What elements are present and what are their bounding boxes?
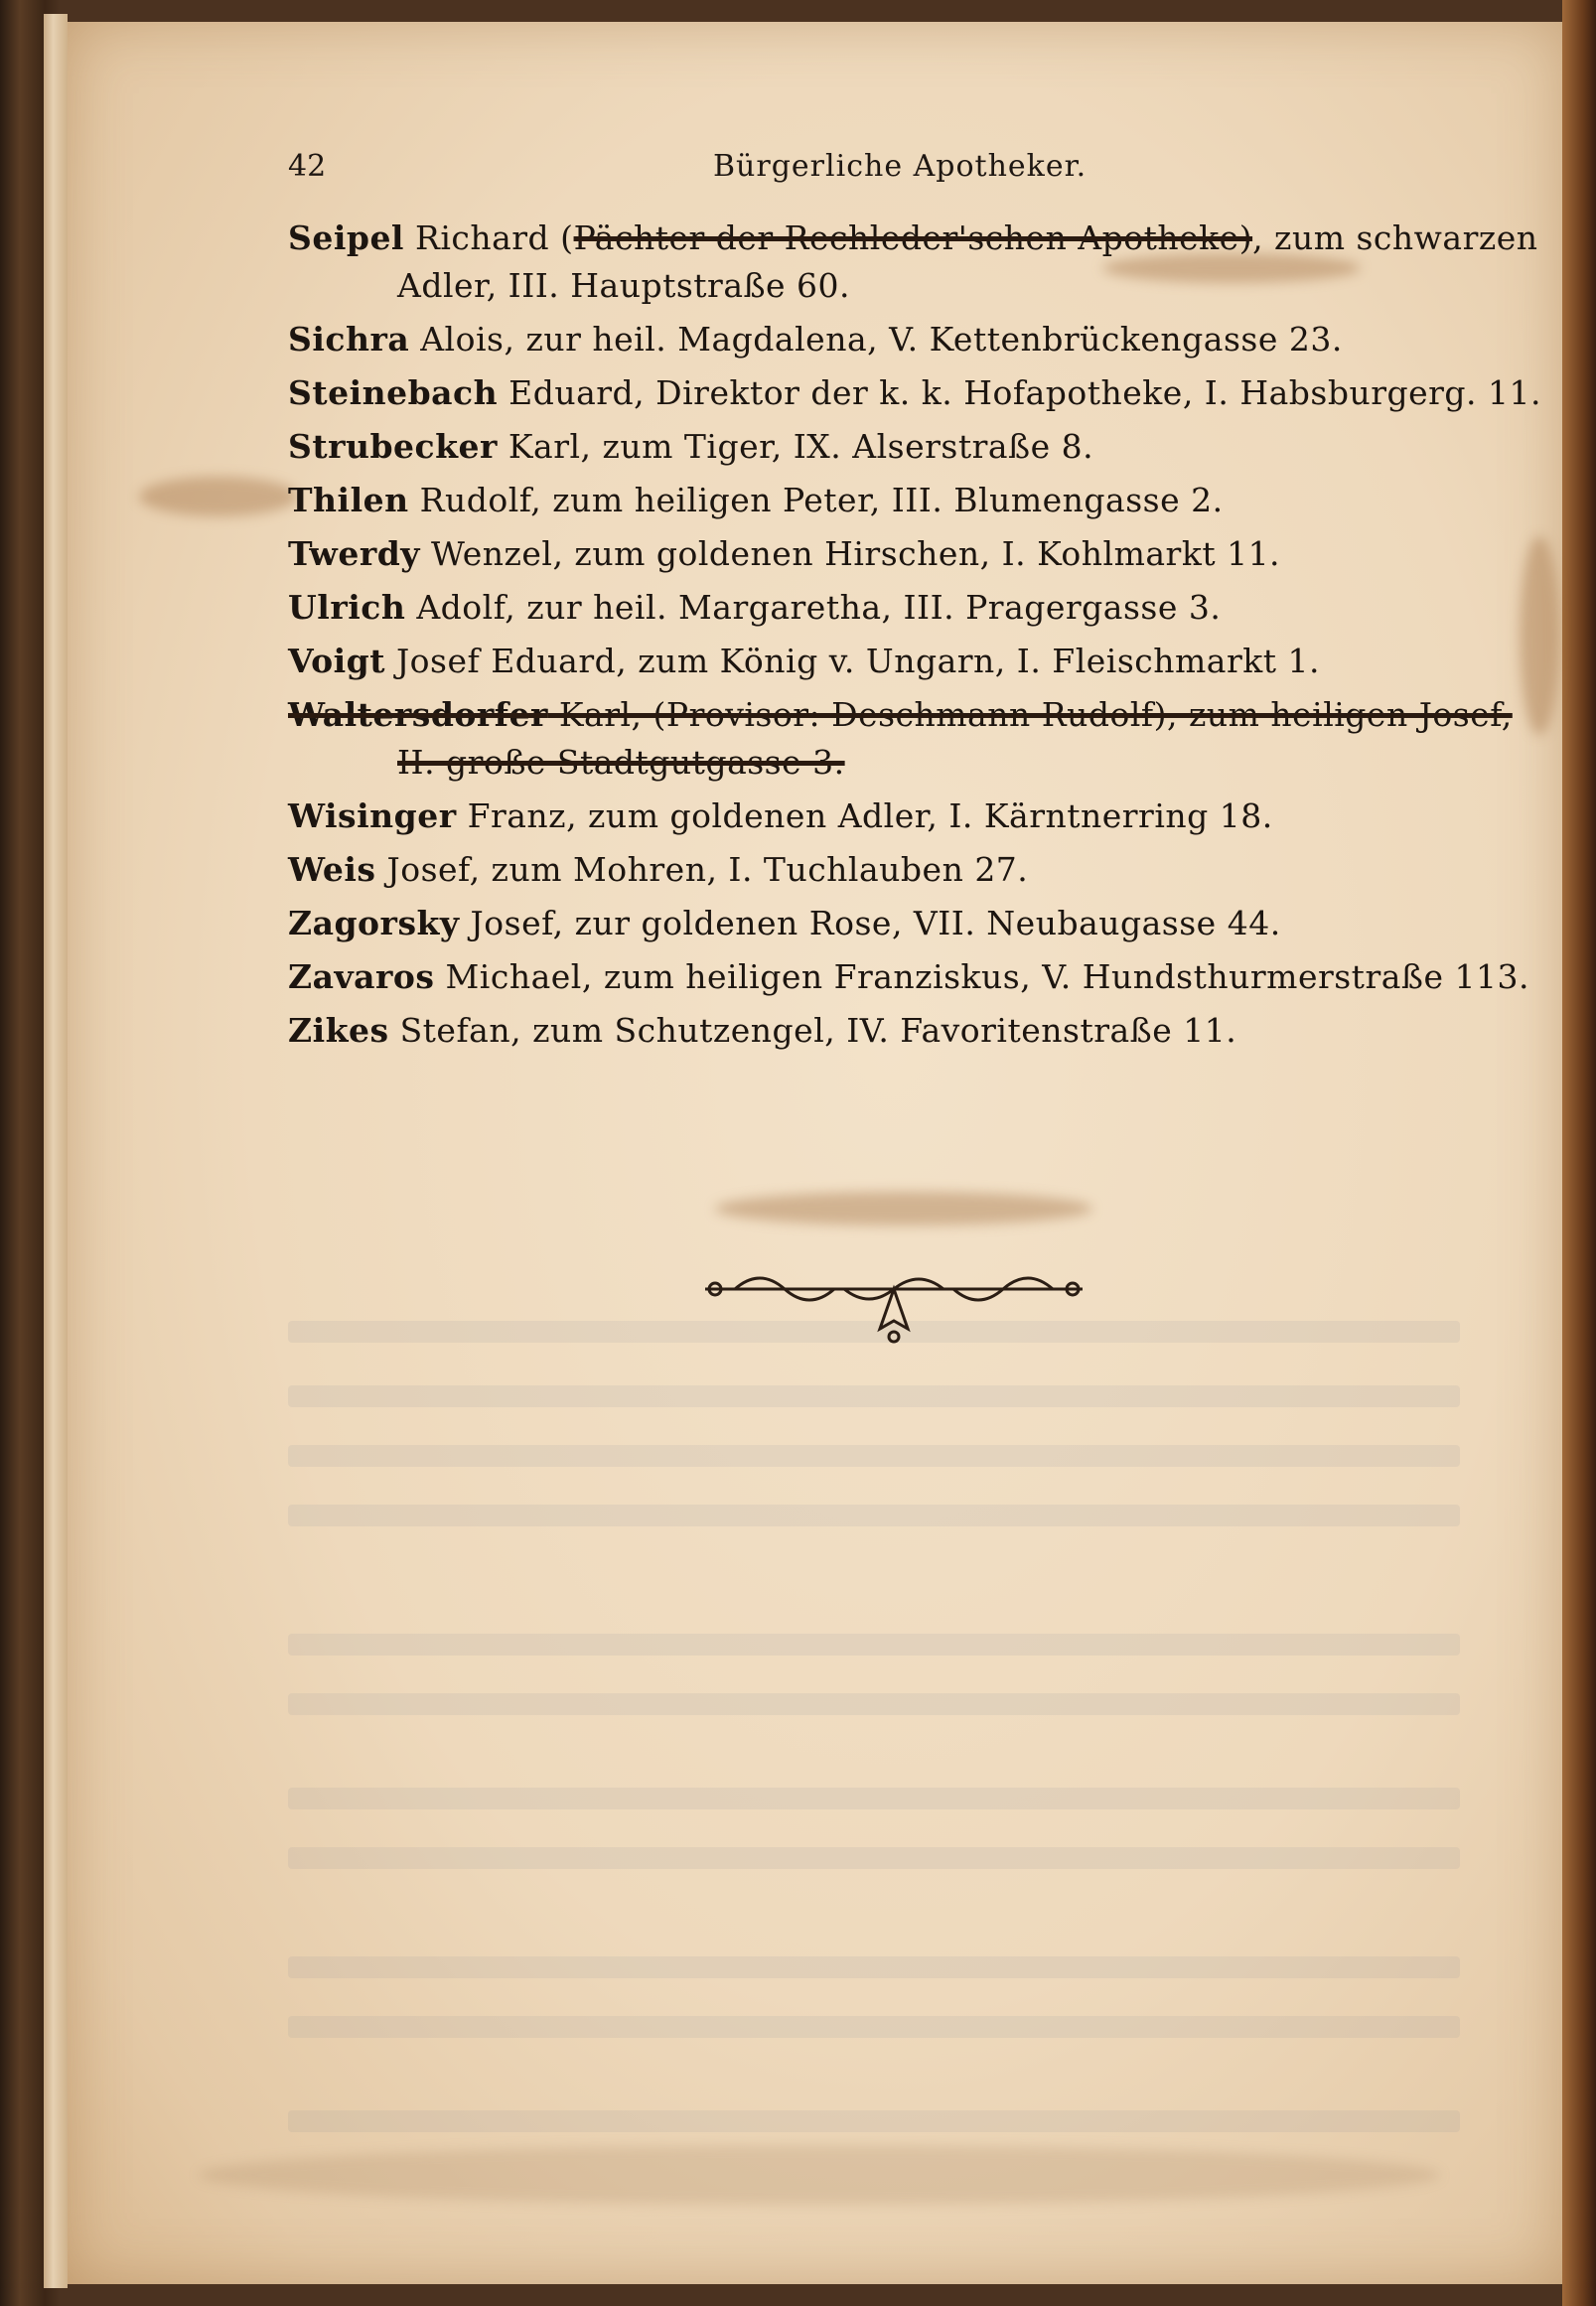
entry-text: Wenzel, zum goldenen Hirschen, I. Kohlmarkt 11.: [419, 534, 1281, 573]
stain: [1520, 536, 1559, 735]
bleed-through-line: [288, 1385, 1460, 1407]
entry-text: Stefan, zum Schutzengel, IV. Favoritenstraße 11.: [388, 1011, 1237, 1050]
stain: [139, 477, 298, 516]
bleed-through-line: [288, 1445, 1460, 1467]
binding-edge: [1562, 0, 1596, 2306]
list-item: [288, 846, 1480, 894]
page-number: 42: [288, 149, 327, 184]
list-item: [288, 477, 1480, 524]
page-edge: [44, 14, 68, 2288]
entry-text: Josef Eduard, zum König v. Ungarn, I. Fleischmarkt 1.: [384, 642, 1320, 680]
bleed-through-line: [288, 1505, 1460, 1526]
entry-name: Seipel: [288, 218, 404, 257]
struck-text: Pächter der Rechleder'schen Apotheke): [573, 218, 1253, 257]
bleed-through-line: [288, 2110, 1460, 2132]
entry-name: Weis: [288, 850, 376, 889]
entry-name: Waltersdorfer: [288, 695, 548, 734]
entry-name: Wisinger: [288, 796, 457, 835]
ornament-icon: [695, 1259, 1092, 1369]
entry-continuation: Adler, III. Hauptstraße 60.: [397, 266, 851, 305]
entry-text: Franz, zum goldenen Adler, I. Kärntnerring 18.: [456, 796, 1273, 835]
bleed-through-line: [288, 1634, 1460, 1656]
apothecary-list: [288, 215, 1541, 1061]
list-item: [288, 793, 1480, 840]
entry-continuation: II. große Stadtgutgasse 3.: [397, 743, 845, 782]
entry-name: Twerdy: [288, 534, 420, 573]
page-header: [288, 149, 1450, 189]
stain: [715, 1192, 1092, 1225]
list-item: [288, 369, 1541, 417]
entry-text-after: , zum schwarzen: [1252, 218, 1538, 257]
list-item: [288, 423, 1480, 471]
list-item: [288, 638, 1480, 685]
list-item: [288, 530, 1480, 578]
entry-name: Steinebach: [288, 373, 499, 412]
entry-name: Thilen: [288, 481, 409, 519]
entry-name: Ulrich: [288, 588, 406, 627]
list-item: [288, 900, 1480, 947]
entry-name: Zikes: [288, 1011, 389, 1050]
entry-text: Eduard, Direktor der k. k. Hofapotheke, I. Habsburgerg. 11.: [498, 373, 1541, 412]
entry-name: Zavaros: [288, 957, 435, 996]
entry-text: Karl, (Provisor: Deschmann Rudolf), zum heiligen Josef,: [547, 695, 1513, 734]
bleed-through-line: [288, 1956, 1460, 1978]
list-item: [288, 316, 1480, 363]
entry-text: Adolf, zur heil. Margaretha, III. Pragergasse 3.: [405, 588, 1222, 627]
entry-name: Voigt: [288, 642, 385, 680]
entry-name: Zagorsky: [288, 904, 460, 942]
bleed-through-line: [288, 1847, 1460, 1869]
entry-text: Richard (: [403, 218, 574, 257]
stain: [199, 2145, 1440, 2205]
list-item: [288, 215, 1538, 310]
entry-text: Karl, zum Tiger, IX. Alserstraße 8.: [497, 427, 1094, 466]
bleed-through-line: [288, 1788, 1460, 1809]
entry-text: Rudolf, zum heiligen Peter, III. Blumengasse 2.: [408, 481, 1224, 519]
running-title: Bürgerliche Apotheker.: [713, 149, 1088, 184]
struck-list-item: [288, 691, 1513, 787]
list-item: [288, 1007, 1480, 1055]
entry-text: Alois, zur heil. Magdalena, V. Kettenbrückengasse 23.: [409, 320, 1343, 359]
entry-text: Michael, zum heiligen Franziskus, V. Hundsthurmerstraße 113.: [434, 957, 1529, 996]
list-item: [288, 953, 1529, 1001]
bleed-through-line: [288, 1693, 1460, 1715]
entry-text: Josef, zum Mohren, I. Tuchlauben 27.: [375, 850, 1029, 889]
entry-name: Sichra: [288, 320, 410, 359]
bleed-through-line: [288, 2016, 1460, 2038]
entry-text: Josef, zur goldenen Rose, VII. Neubaugasse 44.: [459, 904, 1281, 942]
list-item: [288, 584, 1480, 632]
entry-name: Strubecker: [288, 427, 498, 466]
